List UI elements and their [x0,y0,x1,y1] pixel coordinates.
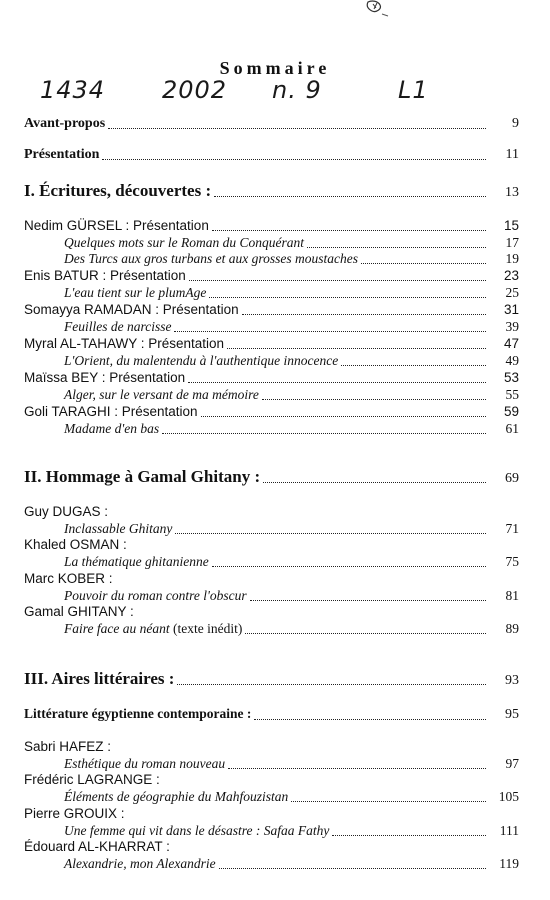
handwritten-note: 2002 [162,76,228,104]
toc-entry: Enis BATUR : Présentation 23 [24,268,519,283]
toc-entry: La thématique ghitanienne 75 [64,554,519,569]
toc-author: Marc KOBER : [24,571,113,586]
toc-entry: Alexandrie, mon Alexandrie 119 [64,856,519,871]
toc-entry: L'Orient, du malentendu à l'authentique innocence 49 [64,353,519,368]
page-title: Sommaire [219,58,331,78]
toc-entry: Avant-propos 9 [24,116,519,131]
toc-entry: Pouvoir du roman contre l'obscur 81 [64,588,519,603]
toc-entry: Alger, sur le versant de ma mémoire 55 [64,387,519,402]
subsection-heading: Littérature égyptienne contemporaine : 95 [24,706,519,722]
toc-author: Frédéric LAGRANGE : [24,772,160,787]
handwritten-note: L1 [398,76,429,104]
toc-entry: Maïssa BEY : Présentation 53 [24,370,519,385]
toc-entry: Goli TARAGHI : Présentation 59 [24,404,519,419]
handwritten-note: 1434 [40,76,106,104]
toc-entry: Madame d'en bas 61 [64,421,519,436]
toc-entry: Présentation 11 [24,147,519,162]
toc-entry: Une femme qui vit dans le désastre : Safaa Fathy 111 [64,823,519,838]
toc-entry: Quelques mots sur le Roman du Conquérant 17 [64,235,519,250]
section-heading: III. Aires littéraires : 93 [24,669,519,688]
section-heading: I. Écritures, découvertes : 13 [24,181,519,200]
toc-entry: Éléments de géographie du Mahfouzistan 105 [64,789,519,804]
toc-entry: L'eau tient sur le plumAge 25 [64,285,519,300]
toc-entry: Myral AL-TAHAWY : Présentation 47 [24,336,519,351]
toc-entry: Des Turcs aux gros turbans et aux grosses moustaches 19 [64,251,519,266]
toc-entry: Somayya RAMADAN : Présentation 31 [24,302,519,317]
toc-author: Gamal GHITANY : [24,604,134,619]
ink-stamp-mark [364,0,392,20]
toc-entry: Inclassable Ghitany 71 [64,521,519,536]
toc-author: Sabri HAFEZ : [24,739,112,754]
section-heading: II. Hommage à Gamal Ghitany : 69 [24,467,519,486]
toc-author: Édouard AL-KHARRAT : [24,839,170,854]
toc-entry: Nedim GÜRSEL : Présentation 15 [24,218,519,233]
toc-author: Guy DUGAS : [24,504,109,519]
toc-entry: Faire face au néant (texte inédit) 89 [64,621,519,636]
toc-entry: Esthétique du roman nouveau 97 [64,756,519,771]
toc-author: Khaled OSMAN : [24,537,127,552]
toc-author: Pierre GROUIX : [24,806,125,821]
handwritten-note: n. 9 [272,76,322,104]
toc-entry: Feuilles de narcisse 39 [64,319,519,334]
